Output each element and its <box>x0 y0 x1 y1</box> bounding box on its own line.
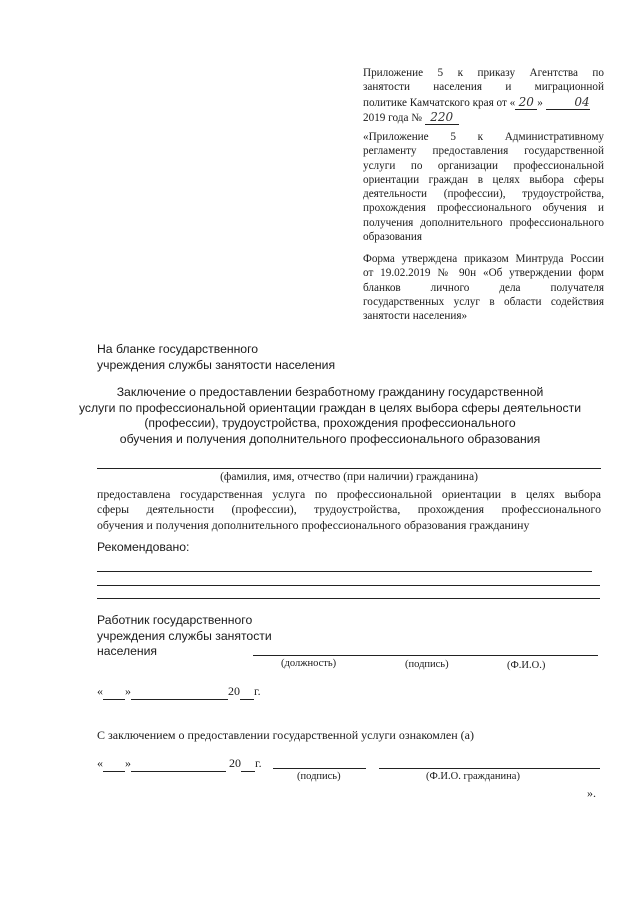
date-close-quote: » <box>125 684 131 698</box>
appendix-number: 220 <box>425 110 459 125</box>
document-title <box>60 385 600 447</box>
appendix-line: занятости населения и миграционной <box>363 81 604 94</box>
bottom-signature-caption: (подпись) <box>297 771 341 782</box>
date-year-blank <box>241 756 255 772</box>
provided-line: предоставлена государственная услуга по профессиональной ориентации в целях выбора <box>97 487 601 501</box>
reglament-line: услуги по организации профессиональной <box>363 159 604 172</box>
appendix-date-line <box>363 95 604 110</box>
date-year-prefix: 20 <box>228 684 240 698</box>
reglament-line: прохождения профессионального обучения и <box>363 202 604 215</box>
reglament-line: получения дополнительного профессионального <box>363 216 604 229</box>
reglament-line: деятельности (профессии), трудоустройства, <box>363 188 604 201</box>
provided-line: сферы деятельности (профессии), трудоустройства, прохождения профессионального <box>97 502 601 517</box>
appendix-number-line <box>363 110 604 125</box>
form-note-line: от 19.02.2019 № 90н «Об утверждении форм <box>363 267 604 280</box>
date-year-blank <box>240 684 254 700</box>
reglament-line: ориентации граждан в целях выбора сферы <box>363 173 604 186</box>
provided-paragraph <box>97 487 601 533</box>
title-line: (профессии), трудоустройства, прохождения профессионального <box>144 416 516 431</box>
date-line-1 <box>97 684 261 700</box>
appendix-date-prefix: политике Камчатского края от « <box>363 96 516 109</box>
position-caption: (должность) <box>281 658 337 669</box>
date-open-quote: « <box>97 756 103 770</box>
signature-caption: (подпись) <box>405 659 449 670</box>
worker-line: учреждения службы занятости <box>97 628 272 643</box>
date-day-blank <box>103 684 125 700</box>
fio-short-caption: (Ф.И.О.) <box>507 660 546 671</box>
worker-sign-line <box>253 655 598 656</box>
form-note-line: Форма утверждена приказом Минтруда России <box>363 253 604 265</box>
date-suffix: г. <box>254 684 261 698</box>
closing-quote: ». <box>587 786 596 800</box>
date-month-blank <box>131 684 228 700</box>
acquainted-text: С заключением о предоставлении государственной услуги ознакомлен (а) <box>97 728 474 742</box>
appendix-line: Приложение 5 к приказу Агентства по <box>363 67 604 79</box>
date-close-quote: » <box>125 756 131 770</box>
recommended-line <box>97 585 600 586</box>
reglament-block <box>363 130 604 244</box>
recommended-line <box>97 598 600 599</box>
worker-line: Работник государственного <box>97 613 253 627</box>
title-line: Заключение о предоставлении безработному гражданину государственной <box>116 385 544 399</box>
blank-note-line: На бланке государственного <box>97 342 259 356</box>
date-month-blank <box>131 756 226 772</box>
provided-line: обучения и получения дополнительного профессионального образования гражданину <box>97 517 530 532</box>
reglament-line: «Приложение 5 к Административному <box>363 131 604 143</box>
appendix-month: 04 <box>546 95 590 110</box>
fio-caption: (фамилия, имя, отчество (при наличии) гражданина) <box>220 471 478 483</box>
form-note-line: бланков личного дела получателя <box>363 281 604 294</box>
recommended-line <box>97 571 592 572</box>
blank-note <box>97 341 335 373</box>
reglament-line: регламенту предоставления государственной <box>363 145 604 158</box>
blank-note-line: учреждения службы занятости населения <box>97 358 336 372</box>
date-day-blank <box>103 756 125 772</box>
appendix-day: 20 <box>515 95 537 110</box>
title-line: обучения и получения дополнительного профессионального образования <box>119 431 541 446</box>
reglament-line: образования <box>363 231 423 244</box>
date-line-2 <box>97 756 262 772</box>
bottom-fio-caption: (Ф.И.О. гражданина) <box>426 771 520 782</box>
form-note-line: государственных услуг в области содействия <box>363 295 604 308</box>
date-open-quote: « <box>97 684 103 698</box>
appendix-header <box>363 66 604 125</box>
recommended-label: Рекомендовано: <box>97 540 190 554</box>
appendix-number-prefix: 2019 года № <box>363 111 422 124</box>
appendix-date-mid: » <box>537 96 543 109</box>
title-line: услуги по профессиональной ориентации граждан в целях выбора сферы деятельности <box>78 400 582 415</box>
date-suffix: г. <box>255 756 262 770</box>
form-note-block <box>363 252 604 323</box>
worker-line: населения <box>97 644 158 659</box>
worker-label <box>97 613 272 660</box>
date-year-prefix: 20 <box>229 756 241 770</box>
signature-line <box>273 768 366 769</box>
citizen-fio-line <box>379 768 600 769</box>
form-note-line: занятости населения» <box>363 310 468 323</box>
fio-line <box>97 468 601 469</box>
